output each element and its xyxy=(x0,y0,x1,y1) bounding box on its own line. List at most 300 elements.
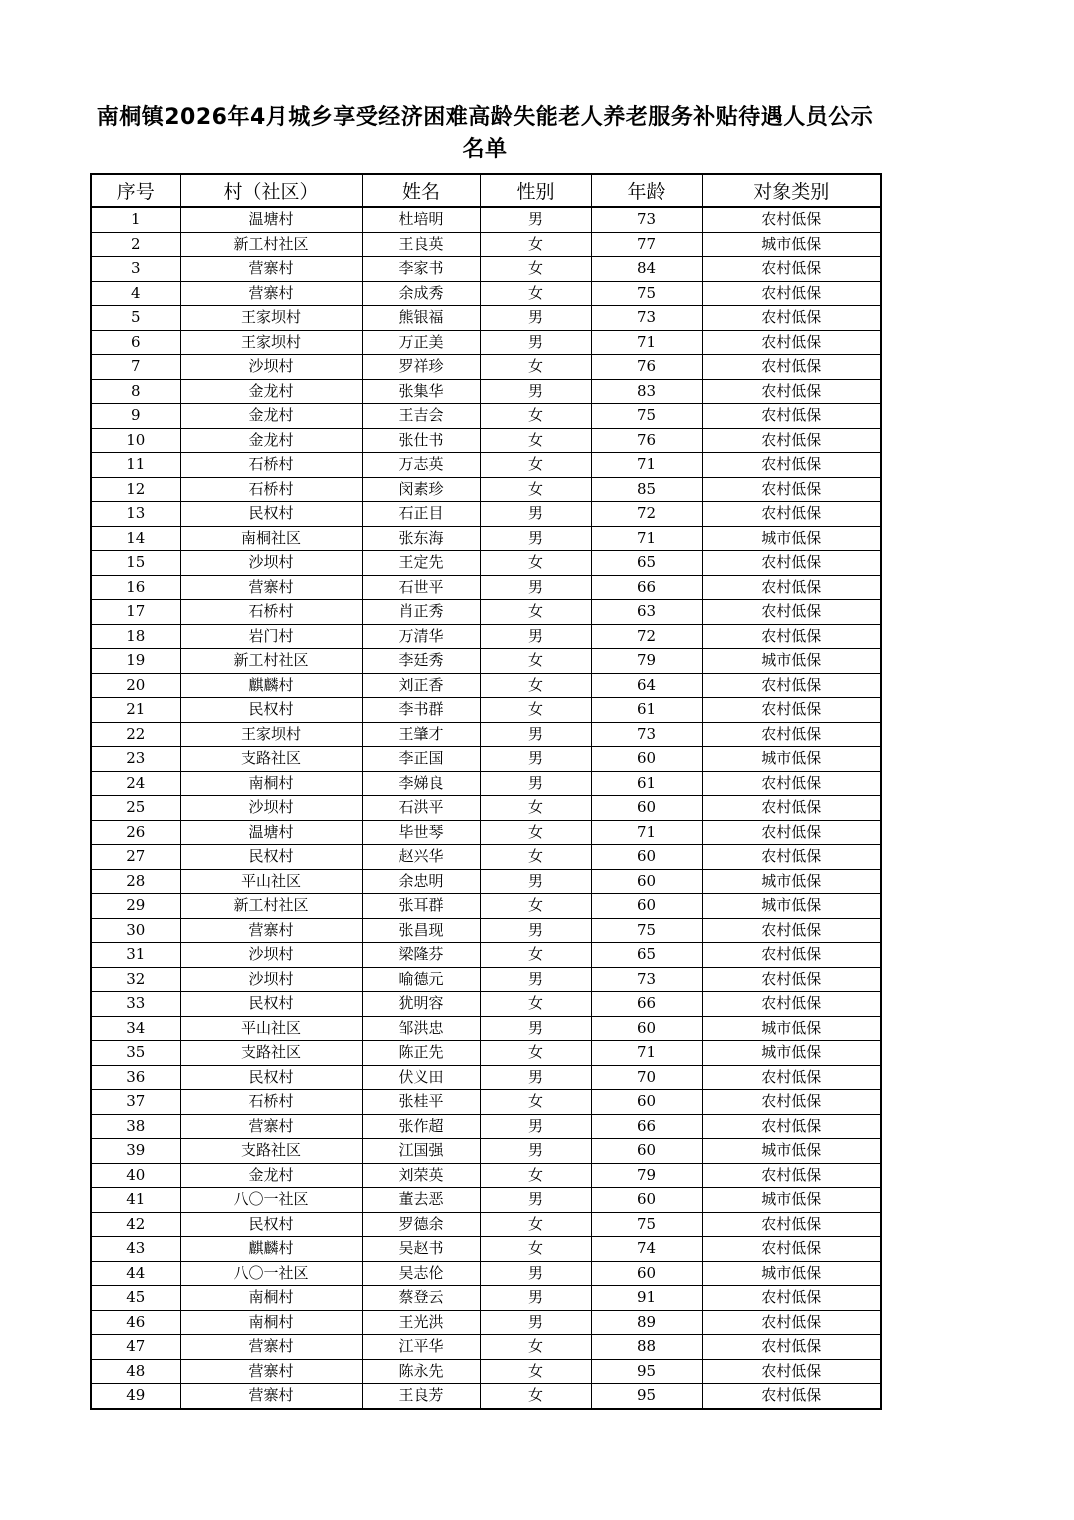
cell-name: 吴赵书 xyxy=(362,1237,480,1262)
cell-gender: 女 xyxy=(480,453,591,478)
cell-village: 营寨村 xyxy=(180,1114,362,1139)
cell-age: 60 xyxy=(591,747,702,772)
cell-age: 60 xyxy=(591,869,702,894)
table-row xyxy=(91,1261,881,1286)
cell-category: 农村低保 xyxy=(702,1384,881,1409)
cell-category: 农村低保 xyxy=(702,698,881,723)
cell-village: 营寨村 xyxy=(180,1384,362,1409)
cell-name: 张集华 xyxy=(362,379,480,404)
cell-gender: 男 xyxy=(480,1310,591,1335)
cell-gender: 男 xyxy=(480,1065,591,1090)
cell-index: 6 xyxy=(91,330,180,355)
cell-age: 71 xyxy=(591,1041,702,1066)
table-row xyxy=(91,1237,881,1262)
cell-name: 罗祥珍 xyxy=(362,355,480,380)
table-row xyxy=(91,673,881,698)
cell-village: 支路社区 xyxy=(180,1041,362,1066)
cell-age: 89 xyxy=(591,1310,702,1335)
cell-gender: 女 xyxy=(480,281,591,306)
table-row xyxy=(91,1212,881,1237)
cell-age: 60 xyxy=(591,1188,702,1213)
table-row xyxy=(91,1041,881,1066)
cell-index: 39 xyxy=(91,1139,180,1164)
cell-village: 麒麟村 xyxy=(180,1237,362,1262)
cell-age: 66 xyxy=(591,575,702,600)
cell-age: 72 xyxy=(591,624,702,649)
table-row xyxy=(91,428,881,453)
table-row xyxy=(91,1016,881,1041)
cell-gender: 男 xyxy=(480,1286,591,1311)
cell-name: 犹明容 xyxy=(362,992,480,1017)
cell-gender: 女 xyxy=(480,992,591,1017)
table-row xyxy=(91,747,881,772)
cell-index: 40 xyxy=(91,1163,180,1188)
table-row xyxy=(91,649,881,674)
cell-gender: 男 xyxy=(480,330,591,355)
cell-name: 蔡登云 xyxy=(362,1286,480,1311)
cell-age: 75 xyxy=(591,281,702,306)
cell-index: 12 xyxy=(91,477,180,502)
cell-gender: 女 xyxy=(480,551,591,576)
cell-name: 董去恶 xyxy=(362,1188,480,1213)
cell-category: 城市低保 xyxy=(702,869,881,894)
cell-gender: 男 xyxy=(480,747,591,772)
cell-age: 60 xyxy=(591,845,702,870)
cell-age: 61 xyxy=(591,698,702,723)
cell-age: 84 xyxy=(591,257,702,282)
cell-age: 60 xyxy=(591,894,702,919)
cell-gender: 女 xyxy=(480,477,591,502)
cell-index: 14 xyxy=(91,526,180,551)
cell-gender: 男 xyxy=(480,722,591,747)
cell-name: 张昌现 xyxy=(362,918,480,943)
cell-village: 沙坝村 xyxy=(180,355,362,380)
table-row xyxy=(91,1286,881,1311)
cell-index: 26 xyxy=(91,820,180,845)
cell-gender: 女 xyxy=(480,1335,591,1360)
cell-village: 营寨村 xyxy=(180,918,362,943)
cell-name: 余忠明 xyxy=(362,869,480,894)
cell-gender: 女 xyxy=(480,698,591,723)
cell-name: 李廷秀 xyxy=(362,649,480,674)
cell-village: 新工村社区 xyxy=(180,232,362,257)
table-row xyxy=(91,1384,881,1409)
cell-name: 闵素珍 xyxy=(362,477,480,502)
cell-name: 江平华 xyxy=(362,1335,480,1360)
cell-index: 21 xyxy=(91,698,180,723)
cell-category: 农村低保 xyxy=(702,1163,881,1188)
cell-index: 37 xyxy=(91,1090,180,1115)
cell-category: 农村低保 xyxy=(702,306,881,331)
cell-name: 王良芳 xyxy=(362,1384,480,1409)
table-row xyxy=(91,1090,881,1115)
cell-name: 万志英 xyxy=(362,453,480,478)
cell-index: 2 xyxy=(91,232,180,257)
header-age: 年龄 xyxy=(591,174,702,207)
cell-category: 农村低保 xyxy=(702,1335,881,1360)
cell-village: 南桐社区 xyxy=(180,526,362,551)
cell-index: 15 xyxy=(91,551,180,576)
cell-index: 22 xyxy=(91,722,180,747)
header-name: 姓名 xyxy=(362,174,480,207)
cell-category: 农村低保 xyxy=(702,453,881,478)
table-row xyxy=(91,1139,881,1164)
table-row xyxy=(91,575,881,600)
cell-name: 刘正香 xyxy=(362,673,480,698)
cell-category: 农村低保 xyxy=(702,845,881,870)
cell-village: 新工村社区 xyxy=(180,649,362,674)
table-row xyxy=(91,330,881,355)
cell-name: 张仕书 xyxy=(362,428,480,453)
cell-category: 农村低保 xyxy=(702,722,881,747)
cell-age: 60 xyxy=(591,1139,702,1164)
cell-name: 伏义田 xyxy=(362,1065,480,1090)
cell-age: 65 xyxy=(591,551,702,576)
cell-age: 71 xyxy=(591,330,702,355)
cell-category: 农村低保 xyxy=(702,257,881,282)
cell-name: 赵兴华 xyxy=(362,845,480,870)
cell-village: 石桥村 xyxy=(180,1090,362,1115)
recipient-table xyxy=(90,173,882,1410)
cell-category: 农村低保 xyxy=(702,967,881,992)
table-row xyxy=(91,306,881,331)
cell-name: 万清华 xyxy=(362,624,480,649)
cell-village: 南桐村 xyxy=(180,1286,362,1311)
table-row xyxy=(91,453,881,478)
table-row xyxy=(91,404,881,429)
table-body xyxy=(91,207,881,1409)
cell-index: 44 xyxy=(91,1261,180,1286)
cell-name: 王肇才 xyxy=(362,722,480,747)
cell-category: 农村低保 xyxy=(702,943,881,968)
cell-category: 农村低保 xyxy=(702,918,881,943)
cell-index: 25 xyxy=(91,796,180,821)
cell-age: 64 xyxy=(591,673,702,698)
cell-index: 17 xyxy=(91,600,180,625)
cell-gender: 男 xyxy=(480,624,591,649)
cell-gender: 男 xyxy=(480,869,591,894)
cell-index: 20 xyxy=(91,673,180,698)
cell-village: 王家坝村 xyxy=(180,330,362,355)
cell-age: 73 xyxy=(591,967,702,992)
cell-index: 19 xyxy=(91,649,180,674)
cell-gender: 男 xyxy=(480,207,591,232)
cell-index: 23 xyxy=(91,747,180,772)
table-row xyxy=(91,820,881,845)
cell-name: 李娣良 xyxy=(362,771,480,796)
table-row xyxy=(91,477,881,502)
cell-village: 营寨村 xyxy=(180,575,362,600)
cell-village: 麒麟村 xyxy=(180,673,362,698)
table-row xyxy=(91,894,881,919)
cell-age: 65 xyxy=(591,943,702,968)
cell-age: 88 xyxy=(591,1335,702,1360)
cell-index: 46 xyxy=(91,1310,180,1335)
table-row xyxy=(91,771,881,796)
cell-name: 刘荣英 xyxy=(362,1163,480,1188)
table-row xyxy=(91,943,881,968)
cell-name: 万正美 xyxy=(362,330,480,355)
table-row xyxy=(91,379,881,404)
cell-index: 13 xyxy=(91,502,180,527)
cell-gender: 女 xyxy=(480,404,591,429)
cell-category: 农村低保 xyxy=(702,1359,881,1384)
cell-gender: 女 xyxy=(480,820,591,845)
cell-index: 29 xyxy=(91,894,180,919)
cell-village: 沙坝村 xyxy=(180,967,362,992)
cell-category: 农村低保 xyxy=(702,771,881,796)
cell-category: 农村低保 xyxy=(702,624,881,649)
cell-name: 王定先 xyxy=(362,551,480,576)
cell-age: 76 xyxy=(591,355,702,380)
cell-age: 73 xyxy=(591,207,702,232)
cell-gender: 男 xyxy=(480,1139,591,1164)
table-row xyxy=(91,502,881,527)
cell-village: 营寨村 xyxy=(180,257,362,282)
cell-category: 城市低保 xyxy=(702,526,881,551)
cell-age: 63 xyxy=(591,600,702,625)
cell-village: 石桥村 xyxy=(180,600,362,625)
cell-index: 42 xyxy=(91,1212,180,1237)
cell-name: 李书群 xyxy=(362,698,480,723)
cell-category: 农村低保 xyxy=(702,355,881,380)
header-category: 对象类别 xyxy=(702,174,881,207)
cell-name: 李家书 xyxy=(362,257,480,282)
cell-index: 30 xyxy=(91,918,180,943)
table-row xyxy=(91,1188,881,1213)
cell-name: 王良英 xyxy=(362,232,480,257)
cell-age: 70 xyxy=(591,1065,702,1090)
cell-village: 金龙村 xyxy=(180,428,362,453)
cell-village: 营寨村 xyxy=(180,1359,362,1384)
cell-category: 城市低保 xyxy=(702,232,881,257)
cell-category: 农村低保 xyxy=(702,551,881,576)
cell-village: 新工村社区 xyxy=(180,894,362,919)
cell-index: 48 xyxy=(91,1359,180,1384)
cell-index: 16 xyxy=(91,575,180,600)
cell-index: 43 xyxy=(91,1237,180,1262)
cell-gender: 女 xyxy=(480,428,591,453)
cell-index: 7 xyxy=(91,355,180,380)
cell-category: 城市低保 xyxy=(702,1041,881,1066)
cell-name: 张作超 xyxy=(362,1114,480,1139)
cell-village: 金龙村 xyxy=(180,1163,362,1188)
table-row xyxy=(91,624,881,649)
table-row xyxy=(91,526,881,551)
table-row xyxy=(91,281,881,306)
table-row xyxy=(91,1335,881,1360)
cell-village: 支路社区 xyxy=(180,1139,362,1164)
cell-name: 陈永先 xyxy=(362,1359,480,1384)
cell-category: 农村低保 xyxy=(702,673,881,698)
cell-village: 王家坝村 xyxy=(180,306,362,331)
cell-category: 城市低保 xyxy=(702,1188,881,1213)
cell-age: 95 xyxy=(591,1384,702,1409)
cell-village: 石桥村 xyxy=(180,453,362,478)
cell-category: 农村低保 xyxy=(702,600,881,625)
cell-name: 江国强 xyxy=(362,1139,480,1164)
cell-age: 60 xyxy=(591,796,702,821)
document-title: 南桐镇2026年4月城乡享受经济困难高龄失能老人养老服务补贴待遇人员公示名单 xyxy=(96,105,874,162)
cell-village: 金龙村 xyxy=(180,404,362,429)
table-row xyxy=(91,869,881,894)
table-row xyxy=(91,1359,881,1384)
table-row xyxy=(91,918,881,943)
cell-name: 石正目 xyxy=(362,502,480,527)
cell-age: 95 xyxy=(591,1359,702,1384)
cell-category: 农村低保 xyxy=(702,281,881,306)
cell-village: 平山社区 xyxy=(180,869,362,894)
cell-category: 农村低保 xyxy=(702,1286,881,1311)
cell-age: 61 xyxy=(591,771,702,796)
cell-gender: 女 xyxy=(480,1384,591,1409)
cell-gender: 女 xyxy=(480,1041,591,1066)
cell-gender: 男 xyxy=(480,379,591,404)
cell-gender: 女 xyxy=(480,355,591,380)
cell-village: 沙坝村 xyxy=(180,551,362,576)
cell-gender: 女 xyxy=(480,600,591,625)
cell-gender: 男 xyxy=(480,918,591,943)
cell-category: 农村低保 xyxy=(702,428,881,453)
cell-category: 农村低保 xyxy=(702,330,881,355)
cell-name: 余成秀 xyxy=(362,281,480,306)
cell-index: 38 xyxy=(91,1114,180,1139)
cell-gender: 女 xyxy=(480,796,591,821)
cell-category: 农村低保 xyxy=(702,1212,881,1237)
cell-category: 农村低保 xyxy=(702,404,881,429)
cell-gender: 女 xyxy=(480,673,591,698)
cell-village: 南桐村 xyxy=(180,1310,362,1335)
cell-gender: 男 xyxy=(480,502,591,527)
cell-index: 11 xyxy=(91,453,180,478)
cell-index: 33 xyxy=(91,992,180,1017)
cell-gender: 女 xyxy=(480,943,591,968)
cell-village: 金龙村 xyxy=(180,379,362,404)
cell-gender: 男 xyxy=(480,1188,591,1213)
cell-village: 温塘村 xyxy=(180,207,362,232)
cell-village: 民权村 xyxy=(180,845,362,870)
cell-index: 24 xyxy=(91,771,180,796)
cell-village: 八〇一社区 xyxy=(180,1261,362,1286)
table-row xyxy=(91,232,881,257)
cell-age: 72 xyxy=(591,502,702,527)
cell-index: 47 xyxy=(91,1335,180,1360)
header-index: 序号 xyxy=(91,174,180,207)
cell-village: 南桐村 xyxy=(180,771,362,796)
cell-category: 农村低保 xyxy=(702,992,881,1017)
cell-index: 28 xyxy=(91,869,180,894)
cell-index: 3 xyxy=(91,257,180,282)
cell-category: 农村低保 xyxy=(702,502,881,527)
cell-name: 张东海 xyxy=(362,526,480,551)
cell-index: 8 xyxy=(91,379,180,404)
cell-name: 陈正先 xyxy=(362,1041,480,1066)
header-village: 村（社区） xyxy=(180,174,362,207)
cell-gender: 男 xyxy=(480,575,591,600)
cell-index: 32 xyxy=(91,967,180,992)
cell-category: 城市低保 xyxy=(702,1016,881,1041)
cell-gender: 女 xyxy=(480,1163,591,1188)
cell-age: 75 xyxy=(591,918,702,943)
table-row xyxy=(91,698,881,723)
cell-gender: 女 xyxy=(480,894,591,919)
cell-name: 张桂平 xyxy=(362,1090,480,1115)
cell-age: 73 xyxy=(591,306,702,331)
cell-age: 77 xyxy=(591,232,702,257)
cell-age: 76 xyxy=(591,428,702,453)
cell-category: 城市低保 xyxy=(702,649,881,674)
cell-village: 民权村 xyxy=(180,698,362,723)
table-row xyxy=(91,355,881,380)
cell-gender: 男 xyxy=(480,306,591,331)
cell-name: 梁隆芬 xyxy=(362,943,480,968)
table-header-row xyxy=(91,174,881,207)
cell-name: 石洪平 xyxy=(362,796,480,821)
cell-name: 王吉会 xyxy=(362,404,480,429)
cell-name: 肖正秀 xyxy=(362,600,480,625)
cell-category: 农村低保 xyxy=(702,575,881,600)
header-gender: 性别 xyxy=(480,174,591,207)
cell-age: 79 xyxy=(591,649,702,674)
cell-name: 吴志伦 xyxy=(362,1261,480,1286)
cell-village: 民权村 xyxy=(180,1065,362,1090)
cell-village: 营寨村 xyxy=(180,281,362,306)
cell-age: 75 xyxy=(591,1212,702,1237)
cell-age: 75 xyxy=(591,404,702,429)
cell-village: 民权村 xyxy=(180,992,362,1017)
cell-category: 农村低保 xyxy=(702,477,881,502)
cell-gender: 男 xyxy=(480,771,591,796)
cell-village: 温塘村 xyxy=(180,820,362,845)
cell-age: 60 xyxy=(591,1261,702,1286)
cell-name: 毕世琴 xyxy=(362,820,480,845)
cell-village: 民权村 xyxy=(180,1212,362,1237)
cell-index: 10 xyxy=(91,428,180,453)
cell-age: 85 xyxy=(591,477,702,502)
cell-index: 9 xyxy=(91,404,180,429)
cell-age: 66 xyxy=(591,992,702,1017)
table-row xyxy=(91,1310,881,1335)
cell-age: 60 xyxy=(591,1016,702,1041)
cell-name: 喻德元 xyxy=(362,967,480,992)
cell-index: 4 xyxy=(91,281,180,306)
cell-index: 1 xyxy=(91,207,180,232)
cell-category: 农村低保 xyxy=(702,379,881,404)
cell-category: 农村低保 xyxy=(702,1114,881,1139)
cell-age: 83 xyxy=(591,379,702,404)
cell-category: 城市低保 xyxy=(702,1261,881,1286)
cell-age: 71 xyxy=(591,526,702,551)
cell-age: 74 xyxy=(591,1237,702,1262)
cell-category: 城市低保 xyxy=(702,747,881,772)
cell-name: 杜培明 xyxy=(362,207,480,232)
table-row xyxy=(91,1163,881,1188)
cell-gender: 男 xyxy=(480,967,591,992)
cell-village: 王家坝村 xyxy=(180,722,362,747)
cell-village: 沙坝村 xyxy=(180,796,362,821)
cell-age: 73 xyxy=(591,722,702,747)
table-row xyxy=(91,1114,881,1139)
cell-index: 36 xyxy=(91,1065,180,1090)
cell-gender: 男 xyxy=(480,1016,591,1041)
cell-gender: 女 xyxy=(480,649,591,674)
cell-category: 农村低保 xyxy=(702,1237,881,1262)
cell-gender: 女 xyxy=(480,1359,591,1384)
cell-index: 31 xyxy=(91,943,180,968)
cell-name: 罗德余 xyxy=(362,1212,480,1237)
cell-gender: 女 xyxy=(480,232,591,257)
cell-name: 石世平 xyxy=(362,575,480,600)
